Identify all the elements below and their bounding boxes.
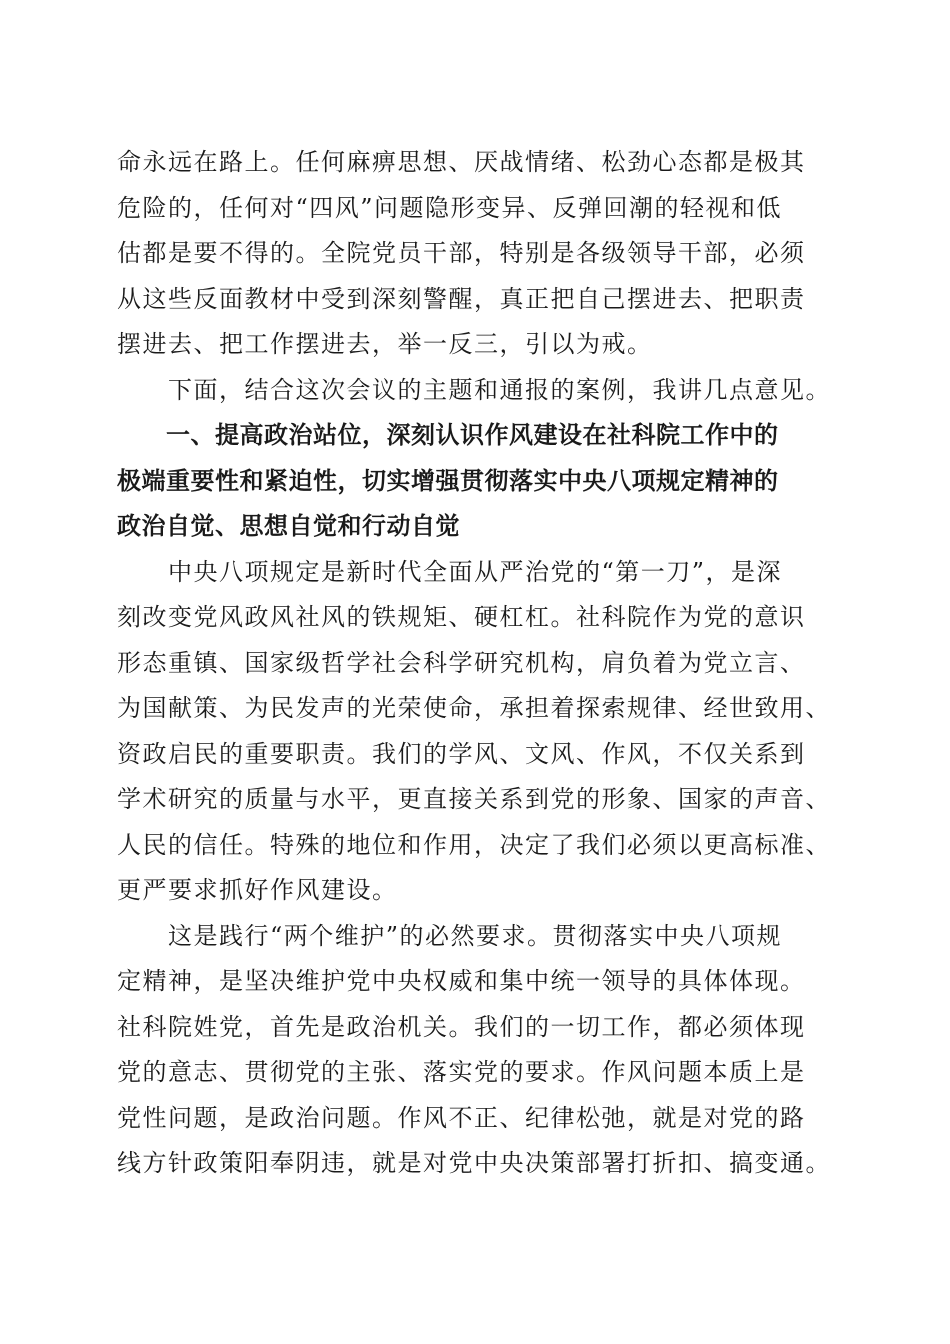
paragraph-line: 估都是要不得的。全院党员干部，特别是各级领导干部，必须 bbox=[117, 239, 806, 267]
section-heading-line: 政治自觉、思想自觉和行动自觉 bbox=[117, 512, 460, 540]
paragraph-line: 为国献策、为民发声的光荣使命，承担着探索规律、经世致用、 bbox=[117, 694, 831, 722]
section-heading-line: 一、提高政治站位，深刻认识作风建设在社科院工作中的 bbox=[117, 421, 779, 449]
paragraph-line: 危险的，任何对“四风”问题隐形变异、反弹回潮的轻视和低 bbox=[117, 193, 783, 222]
paragraph-line: 这是践行“两个维护”的必然要求。贯彻落实中央八项规 bbox=[117, 921, 783, 950]
paragraph-line: 摆进去、把工作摆进去，举一反三，引以为戒。 bbox=[117, 330, 653, 358]
paragraph-line: 刻改变党风政风社风的铁规矩、硬杠杠。社科院作为党的意识 bbox=[117, 603, 806, 631]
paragraph-line: 下面，结合这次会议的主题和通报的案例，我讲几点意见。 bbox=[117, 375, 831, 404]
section-heading-line: 极端重要性和紧迫性，切实增强贯彻落实中央八项规定精神的 bbox=[117, 466, 779, 495]
paragraph-line: 从这些反面教材中受到深刻警醒，真正把自己摆进去、把职责 bbox=[117, 284, 806, 313]
paragraph-line: 中央八项规定是新时代全面从严治党的“第一刀”，是深 bbox=[117, 557, 783, 586]
paragraph-line: 党的意志、贯彻党的主张、落实党的要求。作风问题本质上是 bbox=[117, 1058, 806, 1086]
paragraph-line: 社科院姓党，首先是政治机关。我们的一切工作，都必须体现 bbox=[117, 1012, 806, 1041]
paragraph-line: 定精神，是坚决维护党中央权威和集中统一领导的具体体现。 bbox=[117, 967, 806, 995]
paragraph-line: 命永远在路上。任何麻痹思想、厌战情绪、松劲心态都是极其 bbox=[117, 148, 806, 176]
paragraph-line: 党性问题，是政治问题。作风不正、纪律松弛，就是对党的路 bbox=[117, 1103, 806, 1132]
paragraph-line: 资政启民的重要职责。我们的学风、文风、作风，不仅关系到 bbox=[117, 739, 806, 768]
document-body bbox=[117, 140, 847, 1187]
paragraph-line: 形态重镇、国家级哲学社会科学研究机构，肩负着为党立言、 bbox=[117, 648, 806, 677]
paragraph-line: 人民的信任。特殊的地位和作用，决定了我们必须以更高标准、 bbox=[117, 830, 831, 859]
paragraph-line: 更严要求抓好作风建设。 bbox=[117, 876, 398, 904]
paragraph-line: 学术研究的质量与水平，更直接关系到党的形象、国家的声音、 bbox=[117, 785, 831, 813]
paragraph-line: 线方针政策阳奉阴违，就是对党中央决策部署打折扣、搞变通。 bbox=[117, 1149, 831, 1177]
